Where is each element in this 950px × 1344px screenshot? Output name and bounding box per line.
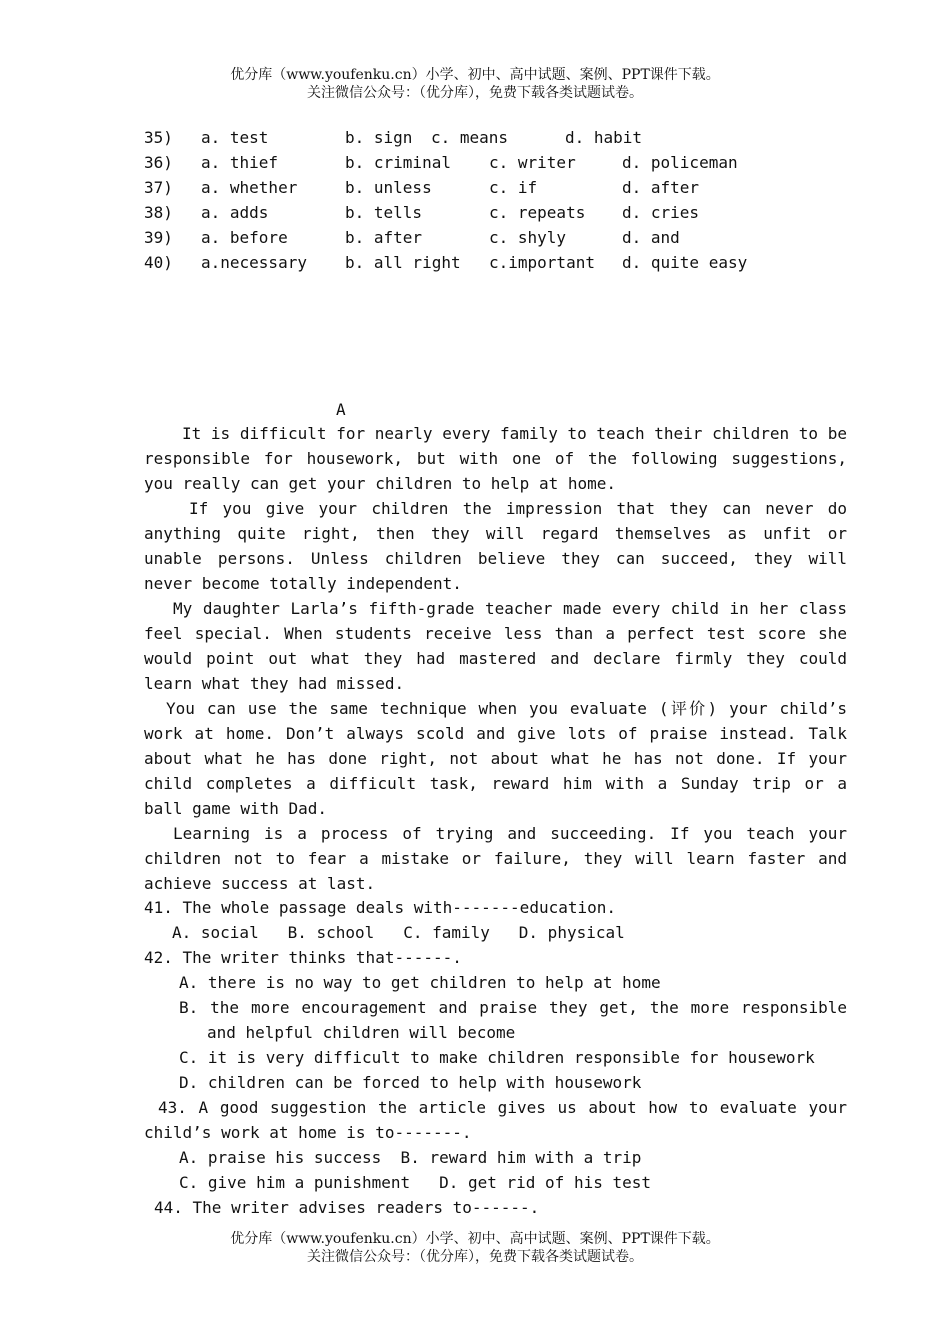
question-number: 35) [144, 128, 173, 147]
cloze-option-row [144, 250, 764, 275]
question-42-stem: 42. The writer thinks that------. [144, 948, 462, 967]
option-c: c. writer [489, 153, 576, 172]
question-number: 36) [144, 153, 173, 172]
question-number: 40) [144, 253, 173, 272]
question-number: 37) [144, 178, 173, 197]
question-44-stem: 44. The writer advises readers to------. [154, 1198, 540, 1217]
option-c: c. means [431, 128, 509, 147]
option-b: b. criminal [345, 153, 451, 172]
question-42-option-a: A. there is no way to get children to help at home [179, 973, 661, 992]
passage-title: A [336, 400, 346, 419]
question-42-option-b: B. the more encouragement and praise they get, the more responsible and helpful children will become [179, 998, 847, 1042]
option-d: d. after [622, 178, 700, 197]
question-43-stem: 43. A good suggestion the article gives us about how to evaluate your child’s work at home is to-------. [144, 1098, 847, 1142]
question-42-option-c: C. it is very difficult to make children responsible for housework [179, 1048, 815, 1067]
option-d: d. cries [622, 203, 700, 222]
option-a: a. thief [201, 153, 279, 172]
passage-paragraph: If you give your children the impression that they can never do anything quite right, then they will regard themselves as unfit or unable persons. Unless children believe they can succeed, they will never become totally independent. [144, 499, 847, 593]
option-c: c.important [489, 253, 595, 272]
option-a: a. whether [201, 178, 298, 197]
question-43-options-ab: A. praise his success B. reward him with a trip [179, 1148, 642, 1167]
option-b: b. tells [345, 203, 423, 222]
passage-paragraph: My daughter Larla’s fifth-grade teacher made every child in her class feel special. When students receive less than a perfect test score she would point out what they had mastered and declare firmly they could learn what they had missed. [144, 599, 847, 693]
question-number: 39) [144, 228, 173, 247]
option-d: d. habit [565, 128, 643, 147]
page-header [0, 66, 950, 102]
option-b: b. unless [345, 178, 432, 197]
cloze-option-row [144, 175, 764, 200]
cloze-option-row [144, 125, 764, 150]
option-c: c. shyly [489, 228, 567, 247]
option-b: b. after [345, 228, 423, 247]
page-footer [0, 1230, 950, 1266]
option-c: c. repeats [489, 203, 586, 222]
option-c: c. if [489, 178, 538, 197]
cloze-option-row [144, 150, 764, 175]
option-a: a. test [201, 128, 269, 147]
option-a: a.necessary [201, 253, 307, 272]
option-b: b. sign [345, 128, 413, 147]
question-42-option-d: D. children can be forced to help with housework [179, 1073, 642, 1092]
option-b: b. all right [345, 253, 461, 272]
question-number: 38) [144, 203, 173, 222]
option-a: a. before [201, 228, 288, 247]
cloze-option-row [144, 225, 764, 250]
question-43-options-cd: C. give him a punishment D. get rid of his test [179, 1173, 652, 1192]
option-d: d. policeman [622, 153, 738, 172]
question-list [144, 895, 847, 1220]
reading-passage [144, 421, 847, 896]
passage-paragraph: It is difficult for nearly every family to teach their children to be responsible for housework, but with one of the following suggestions, you really can get your children to help at home. [144, 424, 847, 493]
cloze-option-row [144, 200, 764, 225]
footer-line-1: 优分库（www.youfenku.cn）小学、初中、高中试题、案例、PPT课件下载。 [230, 1231, 720, 1247]
question-41-options: A. social B. school C. family D. physical [172, 923, 625, 942]
option-a: a. adds [201, 203, 269, 222]
option-d: d. quite easy [622, 253, 748, 272]
passage-paragraph: You can use the same technique when you evaluate (评价) your child’s work at home. Don’t always scold and give lots of praise instead. Talk about what he has done right, not about what he has not done. If your child completes a difficult task, reward him with a Sunday trip or a ball game with Dad. [144, 699, 847, 818]
option-d: d. and [622, 228, 680, 247]
footer-line-2: 关注微信公众号：（优分库），免费下载各类试题试卷。 [307, 1249, 643, 1265]
passage-paragraph: Learning is a process of trying and succeeding. If you teach your children not to fear a mistake or failure, they will learn faster and achieve success at last. [144, 824, 847, 893]
question-41-stem: 41. The whole passage deals with-------education. [144, 898, 617, 917]
header-line-2: 关注微信公众号：（优分库），免费下载各类试题试卷。 [307, 85, 643, 101]
header-line-1: 优分库（www.youfenku.cn）小学、初中、高中试题、案例、PPT课件下载。 [230, 67, 720, 83]
